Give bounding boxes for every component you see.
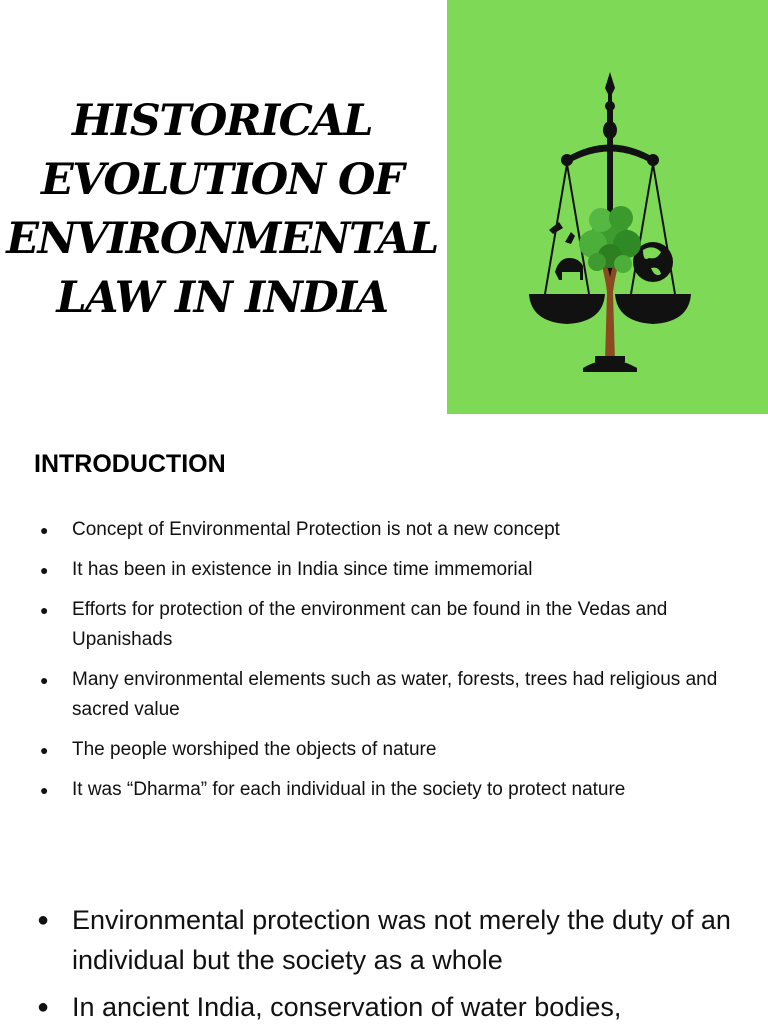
bullet-icon: ● bbox=[40, 522, 49, 538]
list-item bbox=[0, 900, 768, 980]
list-item bbox=[0, 775, 768, 805]
bullet-icon: ● bbox=[40, 602, 49, 618]
emblem-panel bbox=[447, 0, 768, 414]
title-line: EVOLUTION OF bbox=[40, 155, 404, 205]
list-item bbox=[0, 595, 768, 655]
title-line: ENVIRONMENTAL bbox=[6, 214, 438, 264]
bullet-text: The people worshiped the objects of nature bbox=[72, 739, 437, 760]
bullet-text: Efforts for protection of the environment can be found in the Vedas and Upanishads bbox=[72, 599, 668, 650]
list-item bbox=[0, 665, 768, 725]
list-item bbox=[0, 515, 768, 545]
bullet-text: Many environmental elements such as water, forests, trees had religious and sacred value bbox=[72, 669, 718, 720]
scales-of-justice-with-tree-icon bbox=[525, 72, 695, 372]
bullet-text: It was “Dharma” for each individual in the society to protect nature bbox=[72, 779, 626, 800]
introduction-bullet-list bbox=[0, 515, 768, 815]
bullet-text: It has been in existence in India since time immemorial bbox=[72, 559, 533, 580]
bullet-icon: ● bbox=[40, 672, 49, 688]
bullet-icon: ● bbox=[40, 782, 49, 798]
list-item bbox=[0, 735, 768, 765]
section-heading: INTRODUCTION bbox=[34, 450, 226, 478]
list-item bbox=[0, 555, 768, 585]
bullet-text: In ancient India, conservation of water bodies, bbox=[72, 992, 622, 1022]
bullet-icon: ● bbox=[37, 996, 50, 1018]
bullet-icon: ● bbox=[40, 562, 49, 578]
bullet-text: Concept of Environmental Protection is not a new concept bbox=[72, 519, 560, 540]
bullet-icon: ● bbox=[37, 909, 50, 931]
next-slide-bullet-list bbox=[0, 900, 768, 1034]
list-item bbox=[0, 987, 768, 1027]
title-line: LAW IN INDIA bbox=[56, 273, 388, 323]
bullet-text: Environmental protection was not merely the duty of an individual but the society as a whole bbox=[72, 905, 731, 975]
slide-title bbox=[0, 92, 444, 328]
bullet-icon: ● bbox=[40, 742, 49, 758]
title-line: HISTORICAL bbox=[72, 96, 372, 146]
